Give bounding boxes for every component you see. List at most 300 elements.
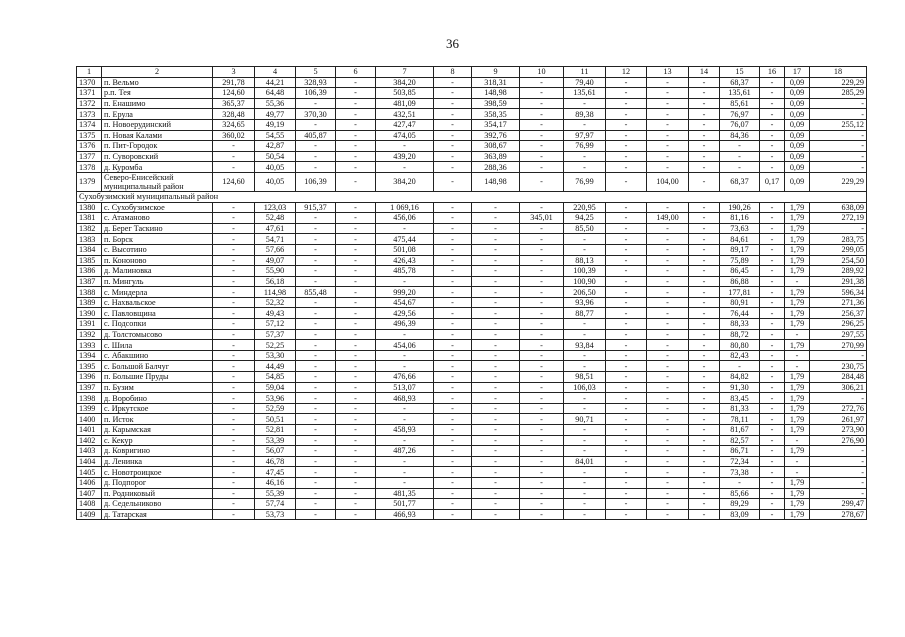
table-cell: 306,21: [810, 382, 867, 393]
table-cell: -: [434, 202, 472, 213]
table-cell: -: [760, 109, 785, 120]
row-number: 1400: [77, 414, 102, 425]
settlement-name: д. Ковригино: [102, 446, 213, 457]
table-cell: -: [472, 255, 520, 266]
table-cell: -: [336, 393, 376, 404]
column-header: 5: [296, 67, 336, 78]
table-cell: -: [336, 141, 376, 152]
table-cell: -: [296, 372, 336, 383]
table-cell: -: [520, 266, 564, 277]
row-number: 1376: [77, 141, 102, 152]
table-cell: -: [564, 361, 606, 372]
settlement-name: п. Борск: [102, 234, 213, 245]
table-cell: -: [296, 234, 336, 245]
table-cell: -: [336, 266, 376, 277]
table-cell: 229,29: [810, 77, 867, 88]
table-cell: -: [213, 244, 255, 255]
table-cell: -: [213, 329, 255, 340]
table-cell: -: [213, 488, 255, 499]
table-cell: 1,79: [785, 425, 810, 436]
settlement-name: п. Мингуль: [102, 276, 213, 287]
table-cell: -: [472, 308, 520, 319]
column-header: 8: [434, 67, 472, 78]
table-cell: 57,37: [255, 329, 296, 340]
table-cell: -: [810, 141, 867, 152]
table-cell: -: [520, 255, 564, 266]
table-cell: -: [647, 435, 689, 446]
table-cell: -: [472, 244, 520, 255]
table-cell: 86,88: [720, 276, 760, 287]
table-cell: -: [336, 488, 376, 499]
table-cell: -: [213, 350, 255, 361]
table-cell: 73,38: [720, 467, 760, 478]
table-cell: 59,04: [255, 382, 296, 393]
settlement-name: д. Седельниково: [102, 499, 213, 510]
settlement-name: с. Нахвальское: [102, 297, 213, 308]
row-number: 1403: [77, 446, 102, 457]
table-cell: 485,78: [376, 266, 434, 277]
table-cell: -: [472, 202, 520, 213]
row-number: 1371: [77, 88, 102, 99]
table-row: [77, 213, 867, 224]
table-cell: 1,79: [785, 287, 810, 298]
settlement-name: п. Бузим: [102, 382, 213, 393]
table-cell: -: [810, 393, 867, 404]
table-cell: -: [760, 393, 785, 404]
table-cell: -: [520, 350, 564, 361]
table-cell: 487,26: [376, 446, 434, 457]
table-cell: 190,26: [720, 202, 760, 213]
table-cell: -: [472, 329, 520, 340]
table-cell: -: [760, 350, 785, 361]
table-cell: -: [376, 403, 434, 414]
table-cell: -: [760, 488, 785, 499]
table-cell: 100,90: [564, 276, 606, 287]
table-cell: 94,25: [564, 213, 606, 224]
table-cell: 52,59: [255, 403, 296, 414]
table-cell: 81,67: [720, 425, 760, 436]
settlement-name: д. Карымская: [102, 425, 213, 436]
table-cell: -: [647, 151, 689, 162]
table-cell: 296,25: [810, 319, 867, 330]
table-cell: -: [520, 446, 564, 457]
table-cell: -: [520, 151, 564, 162]
table-cell: -: [564, 509, 606, 520]
table-row: [77, 414, 867, 425]
table-cell: 855,48: [296, 287, 336, 298]
table-cell: -: [647, 382, 689, 393]
table-cell: 53,30: [255, 350, 296, 361]
table-cell: 0,09: [785, 119, 810, 130]
row-number: 1405: [77, 467, 102, 478]
table-cell: 55,90: [255, 266, 296, 277]
table-cell: -: [213, 499, 255, 510]
table-cell: -: [434, 456, 472, 467]
table-cell: 1,79: [785, 213, 810, 224]
table-cell: 220,95: [564, 202, 606, 213]
table-cell: 384,20: [376, 172, 434, 191]
table-cell: -: [606, 266, 647, 277]
table-cell: 54,55: [255, 130, 296, 141]
table-cell: -: [647, 130, 689, 141]
table-cell: 363,89: [472, 151, 520, 162]
row-number: 1386: [77, 266, 102, 277]
table-cell: -: [760, 319, 785, 330]
table-cell: 106,39: [296, 88, 336, 99]
table-cell: 44,49: [255, 361, 296, 372]
table-cell: -: [434, 88, 472, 99]
table-cell: 47,45: [255, 467, 296, 478]
table-cell: -: [689, 266, 720, 277]
table-cell: 97,97: [564, 130, 606, 141]
table-cell: -: [760, 372, 785, 383]
table-cell: -: [564, 425, 606, 436]
table-cell: 85,61: [720, 98, 760, 109]
table-cell: -: [520, 393, 564, 404]
table-cell: 89,38: [564, 109, 606, 120]
table-cell: -: [689, 372, 720, 383]
table-cell: 1,79: [785, 223, 810, 234]
table-cell: -: [606, 223, 647, 234]
table-cell: -: [760, 361, 785, 372]
table-cell: -: [434, 509, 472, 520]
table-cell: 86,45: [720, 266, 760, 277]
table-cell: -: [296, 350, 336, 361]
table-cell: 1,79: [785, 234, 810, 245]
table-cell: -: [606, 287, 647, 298]
table-cell: 82,43: [720, 350, 760, 361]
table-cell: -: [213, 276, 255, 287]
table-cell: -: [785, 329, 810, 340]
table-cell: 57,12: [255, 319, 296, 330]
table-cell: 254,50: [810, 255, 867, 266]
table-cell: -: [606, 499, 647, 510]
table-row: [77, 382, 867, 393]
table-cell: -: [606, 213, 647, 224]
settlement-name: п. Исток: [102, 414, 213, 425]
column-header: 7: [376, 67, 434, 78]
tariff-table-container: [76, 66, 866, 520]
table-row: [77, 276, 867, 287]
table-cell: -: [689, 213, 720, 224]
table-cell: 475,44: [376, 234, 434, 245]
table-cell: -: [760, 130, 785, 141]
table-cell: -: [296, 477, 336, 488]
settlement-name: п. Большие Пруды: [102, 372, 213, 383]
table-cell: -: [296, 141, 336, 152]
table-cell: -: [472, 297, 520, 308]
table-cell: -: [434, 361, 472, 372]
row-number: 1372: [77, 98, 102, 109]
row-number: 1392: [77, 329, 102, 340]
table-cell: -: [520, 162, 564, 173]
table-cell: -: [689, 98, 720, 109]
table-cell: -: [296, 119, 336, 130]
table-cell: -: [689, 130, 720, 141]
table-cell: 454,67: [376, 297, 434, 308]
table-cell: 1,79: [785, 266, 810, 277]
section-title: Сухобузимский муниципальный район: [77, 191, 867, 202]
table-cell: 46,16: [255, 477, 296, 488]
table-cell: -: [564, 403, 606, 414]
table-cell: 596,34: [810, 287, 867, 298]
table-cell: -: [434, 308, 472, 319]
table-cell: -: [689, 141, 720, 152]
settlement-name: с. Кекур: [102, 435, 213, 446]
table-cell: -: [689, 88, 720, 99]
table-cell: -: [647, 308, 689, 319]
table-cell: -: [520, 172, 564, 191]
table-cell: -: [520, 297, 564, 308]
table-cell: 80,80: [720, 340, 760, 351]
table-cell: -: [434, 477, 472, 488]
row-number: 1409: [77, 509, 102, 520]
table-cell: -: [760, 467, 785, 478]
table-cell: -: [213, 435, 255, 446]
table-cell: 1,79: [785, 372, 810, 383]
table-cell: -: [296, 308, 336, 319]
table-cell: -: [472, 403, 520, 414]
table-cell: 76,07: [720, 119, 760, 130]
table-cell: -: [376, 223, 434, 234]
table-cell: -: [336, 425, 376, 436]
table-cell: 0,09: [785, 141, 810, 152]
table-cell: -: [689, 223, 720, 234]
table-cell: 501,77: [376, 499, 434, 510]
table-row: [77, 255, 867, 266]
table-cell: -: [720, 162, 760, 173]
table-cell: -: [296, 98, 336, 109]
table-cell: 496,39: [376, 319, 434, 330]
column-header: 17: [785, 67, 810, 78]
table-cell: 123,03: [255, 202, 296, 213]
table-cell: 52,32: [255, 297, 296, 308]
column-header: 18: [810, 67, 867, 78]
table-cell: -: [810, 109, 867, 120]
table-cell: -: [472, 223, 520, 234]
table-cell: -: [606, 297, 647, 308]
page-number: 36: [446, 36, 459, 51]
table-cell: 288,36: [472, 162, 520, 173]
table-cell: -: [520, 329, 564, 340]
settlement-name: с. Большой Балчуг: [102, 361, 213, 372]
settlement-name: с. Павловщина: [102, 308, 213, 319]
table-cell: -: [213, 202, 255, 213]
table-cell: -: [606, 276, 647, 287]
table-cell: -: [760, 477, 785, 488]
table-cell: -: [689, 109, 720, 120]
row-number: 1389: [77, 297, 102, 308]
table-cell: -: [760, 276, 785, 287]
table-cell: 83,45: [720, 393, 760, 404]
row-number: 1380: [77, 202, 102, 213]
table-cell: -: [520, 340, 564, 351]
table-cell: -: [647, 340, 689, 351]
table-cell: -: [689, 509, 720, 520]
table-cell: 55,39: [255, 488, 296, 499]
table-cell: -: [336, 297, 376, 308]
settlement-name: п. Новая Калами: [102, 130, 213, 141]
table-cell: 76,99: [564, 172, 606, 191]
table-cell: -: [520, 109, 564, 120]
table-cell: 405,87: [296, 130, 336, 141]
table-cell: 458,93: [376, 425, 434, 436]
table-cell: 68,37: [720, 172, 760, 191]
table-cell: -: [606, 98, 647, 109]
table-cell: 75,89: [720, 255, 760, 266]
table-cell: -: [785, 276, 810, 287]
table-cell: 308,67: [472, 141, 520, 152]
table-cell: -: [689, 393, 720, 404]
column-header: 12: [606, 67, 647, 78]
table-cell: -: [647, 255, 689, 266]
table-cell: 426,43: [376, 255, 434, 266]
table-cell: 104,00: [647, 172, 689, 191]
table-cell: -: [760, 77, 785, 88]
table-row: [77, 119, 867, 130]
table-cell: -: [336, 151, 376, 162]
table-cell: 1,79: [785, 403, 810, 414]
table-cell: -: [647, 361, 689, 372]
table-cell: -: [647, 414, 689, 425]
table-row: [77, 477, 867, 488]
table-cell: -: [434, 162, 472, 173]
table-cell: 54,85: [255, 372, 296, 383]
table-cell: 0,09: [785, 77, 810, 88]
table-cell: 76,99: [564, 141, 606, 152]
table-cell: -: [760, 223, 785, 234]
table-row: [77, 223, 867, 234]
table-cell: -: [760, 255, 785, 266]
table-cell: -: [213, 223, 255, 234]
table-cell: -: [689, 162, 720, 173]
table-cell: 89,17: [720, 244, 760, 255]
row-number: 1374: [77, 119, 102, 130]
table-cell: -: [336, 287, 376, 298]
table-cell: 86,71: [720, 446, 760, 457]
table-cell: -: [213, 308, 255, 319]
row-number: 1382: [77, 223, 102, 234]
table-cell: -: [296, 403, 336, 414]
table-cell: -: [376, 467, 434, 478]
settlement-name: с. Шила: [102, 340, 213, 351]
table-row: [77, 350, 867, 361]
table-cell: -: [647, 98, 689, 109]
table-cell: 46,78: [255, 456, 296, 467]
table-cell: 271,36: [810, 297, 867, 308]
table-cell: -: [647, 202, 689, 213]
table-cell: -: [336, 456, 376, 467]
table-cell: -: [213, 141, 255, 152]
table-cell: -: [336, 109, 376, 120]
table-row: [77, 266, 867, 277]
table-cell: -: [810, 162, 867, 173]
table-cell: 81,33: [720, 403, 760, 414]
table-cell: -: [689, 403, 720, 414]
table-cell: 1,79: [785, 393, 810, 404]
table-cell: -: [434, 255, 472, 266]
table-cell: -: [296, 223, 336, 234]
table-cell: 328,48: [213, 109, 255, 120]
table-cell: 93,96: [564, 297, 606, 308]
settlement-name: с. Сухобузимское: [102, 202, 213, 213]
table-cell: -: [336, 382, 376, 393]
table-cell: 93,84: [564, 340, 606, 351]
table-cell: -: [520, 223, 564, 234]
row-number: 1385: [77, 255, 102, 266]
table-cell: -: [606, 172, 647, 191]
row-number: 1406: [77, 477, 102, 488]
table-cell: 88,33: [720, 319, 760, 330]
table-cell: 501,08: [376, 244, 434, 255]
table-cell: 1,79: [785, 244, 810, 255]
table-cell: -: [647, 350, 689, 361]
table-cell: 1,79: [785, 319, 810, 330]
table-cell: -: [336, 509, 376, 520]
table-cell: -: [336, 414, 376, 425]
table-cell: -: [376, 162, 434, 173]
table-cell: -: [810, 467, 867, 478]
table-cell: 476,66: [376, 372, 434, 383]
table-row: [77, 509, 867, 520]
table-cell: 148,98: [472, 172, 520, 191]
table-cell: -: [606, 255, 647, 266]
table-row: [77, 499, 867, 510]
row-number: 1408: [77, 499, 102, 510]
table-cell: -: [647, 403, 689, 414]
table-cell: 80,91: [720, 297, 760, 308]
table-row: [77, 234, 867, 245]
table-cell: 88,13: [564, 255, 606, 266]
table-cell: -: [520, 319, 564, 330]
table-cell: -: [336, 308, 376, 319]
table-cell: -: [213, 287, 255, 298]
table-cell: -: [472, 488, 520, 499]
table-cell: 1,79: [785, 414, 810, 425]
table-cell: 106,39: [296, 172, 336, 191]
table-cell: -: [296, 244, 336, 255]
table-cell: -: [376, 361, 434, 372]
row-number: 1391: [77, 319, 102, 330]
table-cell: -: [647, 499, 689, 510]
table-cell: -: [785, 467, 810, 478]
table-cell: -: [564, 329, 606, 340]
table-cell: 54,71: [255, 234, 296, 245]
table-cell: 53,96: [255, 393, 296, 404]
table-cell: 481,09: [376, 98, 434, 109]
table-cell: -: [520, 477, 564, 488]
table-cell: -: [720, 141, 760, 152]
row-number: 1375: [77, 130, 102, 141]
table-cell: -: [760, 162, 785, 173]
table-cell: -: [606, 162, 647, 173]
settlement-name: д. Воробино: [102, 393, 213, 404]
row-number: 1381: [77, 213, 102, 224]
table-cell: -: [689, 234, 720, 245]
table-cell: -: [336, 119, 376, 130]
table-cell: -: [296, 435, 336, 446]
table-cell: -: [520, 130, 564, 141]
row-number: 1377: [77, 151, 102, 162]
column-header: 10: [520, 67, 564, 78]
settlement-name: с. Подсопки: [102, 319, 213, 330]
table-cell: 278,67: [810, 509, 867, 520]
row-number: 1388: [77, 287, 102, 298]
table-cell: -: [336, 340, 376, 351]
row-number: 1383: [77, 234, 102, 245]
table-cell: -: [336, 446, 376, 457]
table-cell: -: [520, 276, 564, 287]
